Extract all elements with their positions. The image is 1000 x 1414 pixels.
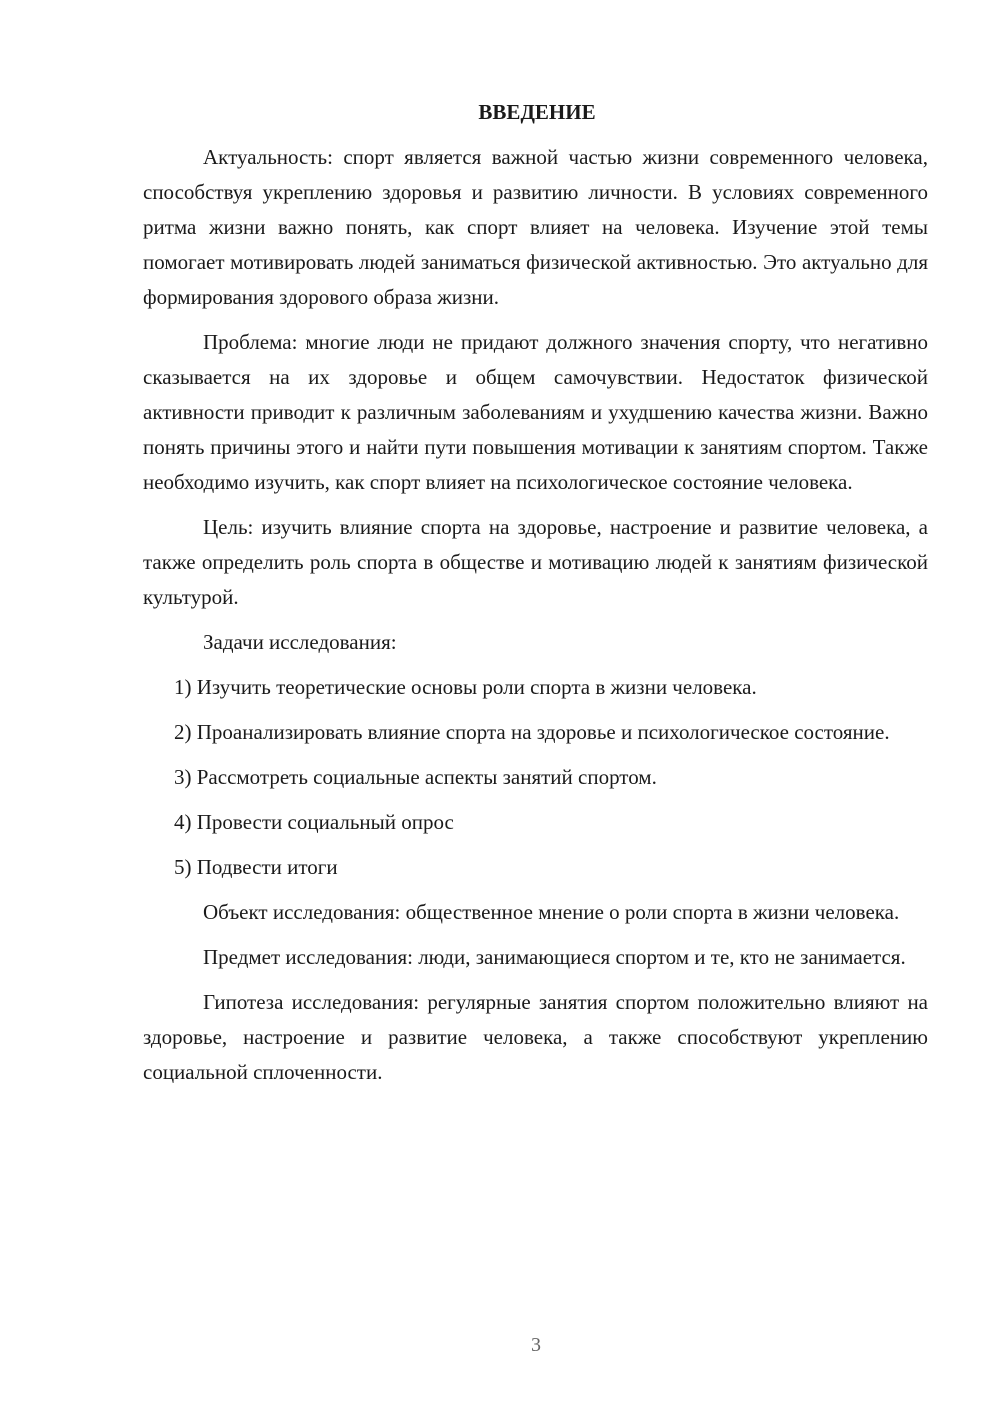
subject-paragraph: Предмет исследования: люди, занимающиеся спортом и те, кто не занимается. [203,945,906,969]
object-paragraph: Объект исследования: общественное мнение о роли спорта в жизни человека. [203,900,900,924]
task-item: 5) Подвести итоги [174,855,338,879]
page-content [143,96,928,1100]
goal-paragraph: Цель: изучить влияние спорта на здоровье, настроение и развитие человека, а также определить роль спорта в обществе и мотивацию людей к занятиям физической культурой. [143,515,928,609]
task-item: 3) Рассмотреть социальные аспекты занятий спортом. [174,765,657,789]
hypothesis-paragraph: Гипотеза исследования: регулярные занятия спортом положительно влияют на здоровье, настроение и развитие человека, а также способствуют укреплению социальной сплоченности. [143,990,928,1084]
task-item: 2) Проанализировать влияние спорта на здоровье и психологическое состояние. [174,720,890,744]
tasks-heading: Задачи исследования: [203,630,397,654]
relevance-paragraph: Актуальность: спорт является важной частью жизни современного человека, способствуя укреплению здоровья и развитию личности. В условиях современного ритма жизни важно понять, как спорт влияет на человека. Изучение этой темы помогает мотивировать людей заниматься физической активностью. Это актуально для формирования здорового образа жизни. [143,145,928,309]
problem-paragraph: Проблема: многие люди не придают должного значения спорту, что негативно сказывается на их здоровье и общем самочувствии. Недостаток физической активности приводит к различным заболеваниям и ухудшению качества жизни. Важно понять причины этого и найти пути повышения мотивации к занятиям спортом. Также необходимо изучить, как спорт влияет на психологическое состояние человека. [143,330,928,494]
task-item: 1) Изучить теоретические основы роли спорта в жизни человека. [174,675,757,699]
task-item: 4) Провести социальный опрос [174,810,454,834]
page-number: 3 [531,1334,541,1356]
section-title: ВВЕДЕНИЕ [478,100,596,124]
